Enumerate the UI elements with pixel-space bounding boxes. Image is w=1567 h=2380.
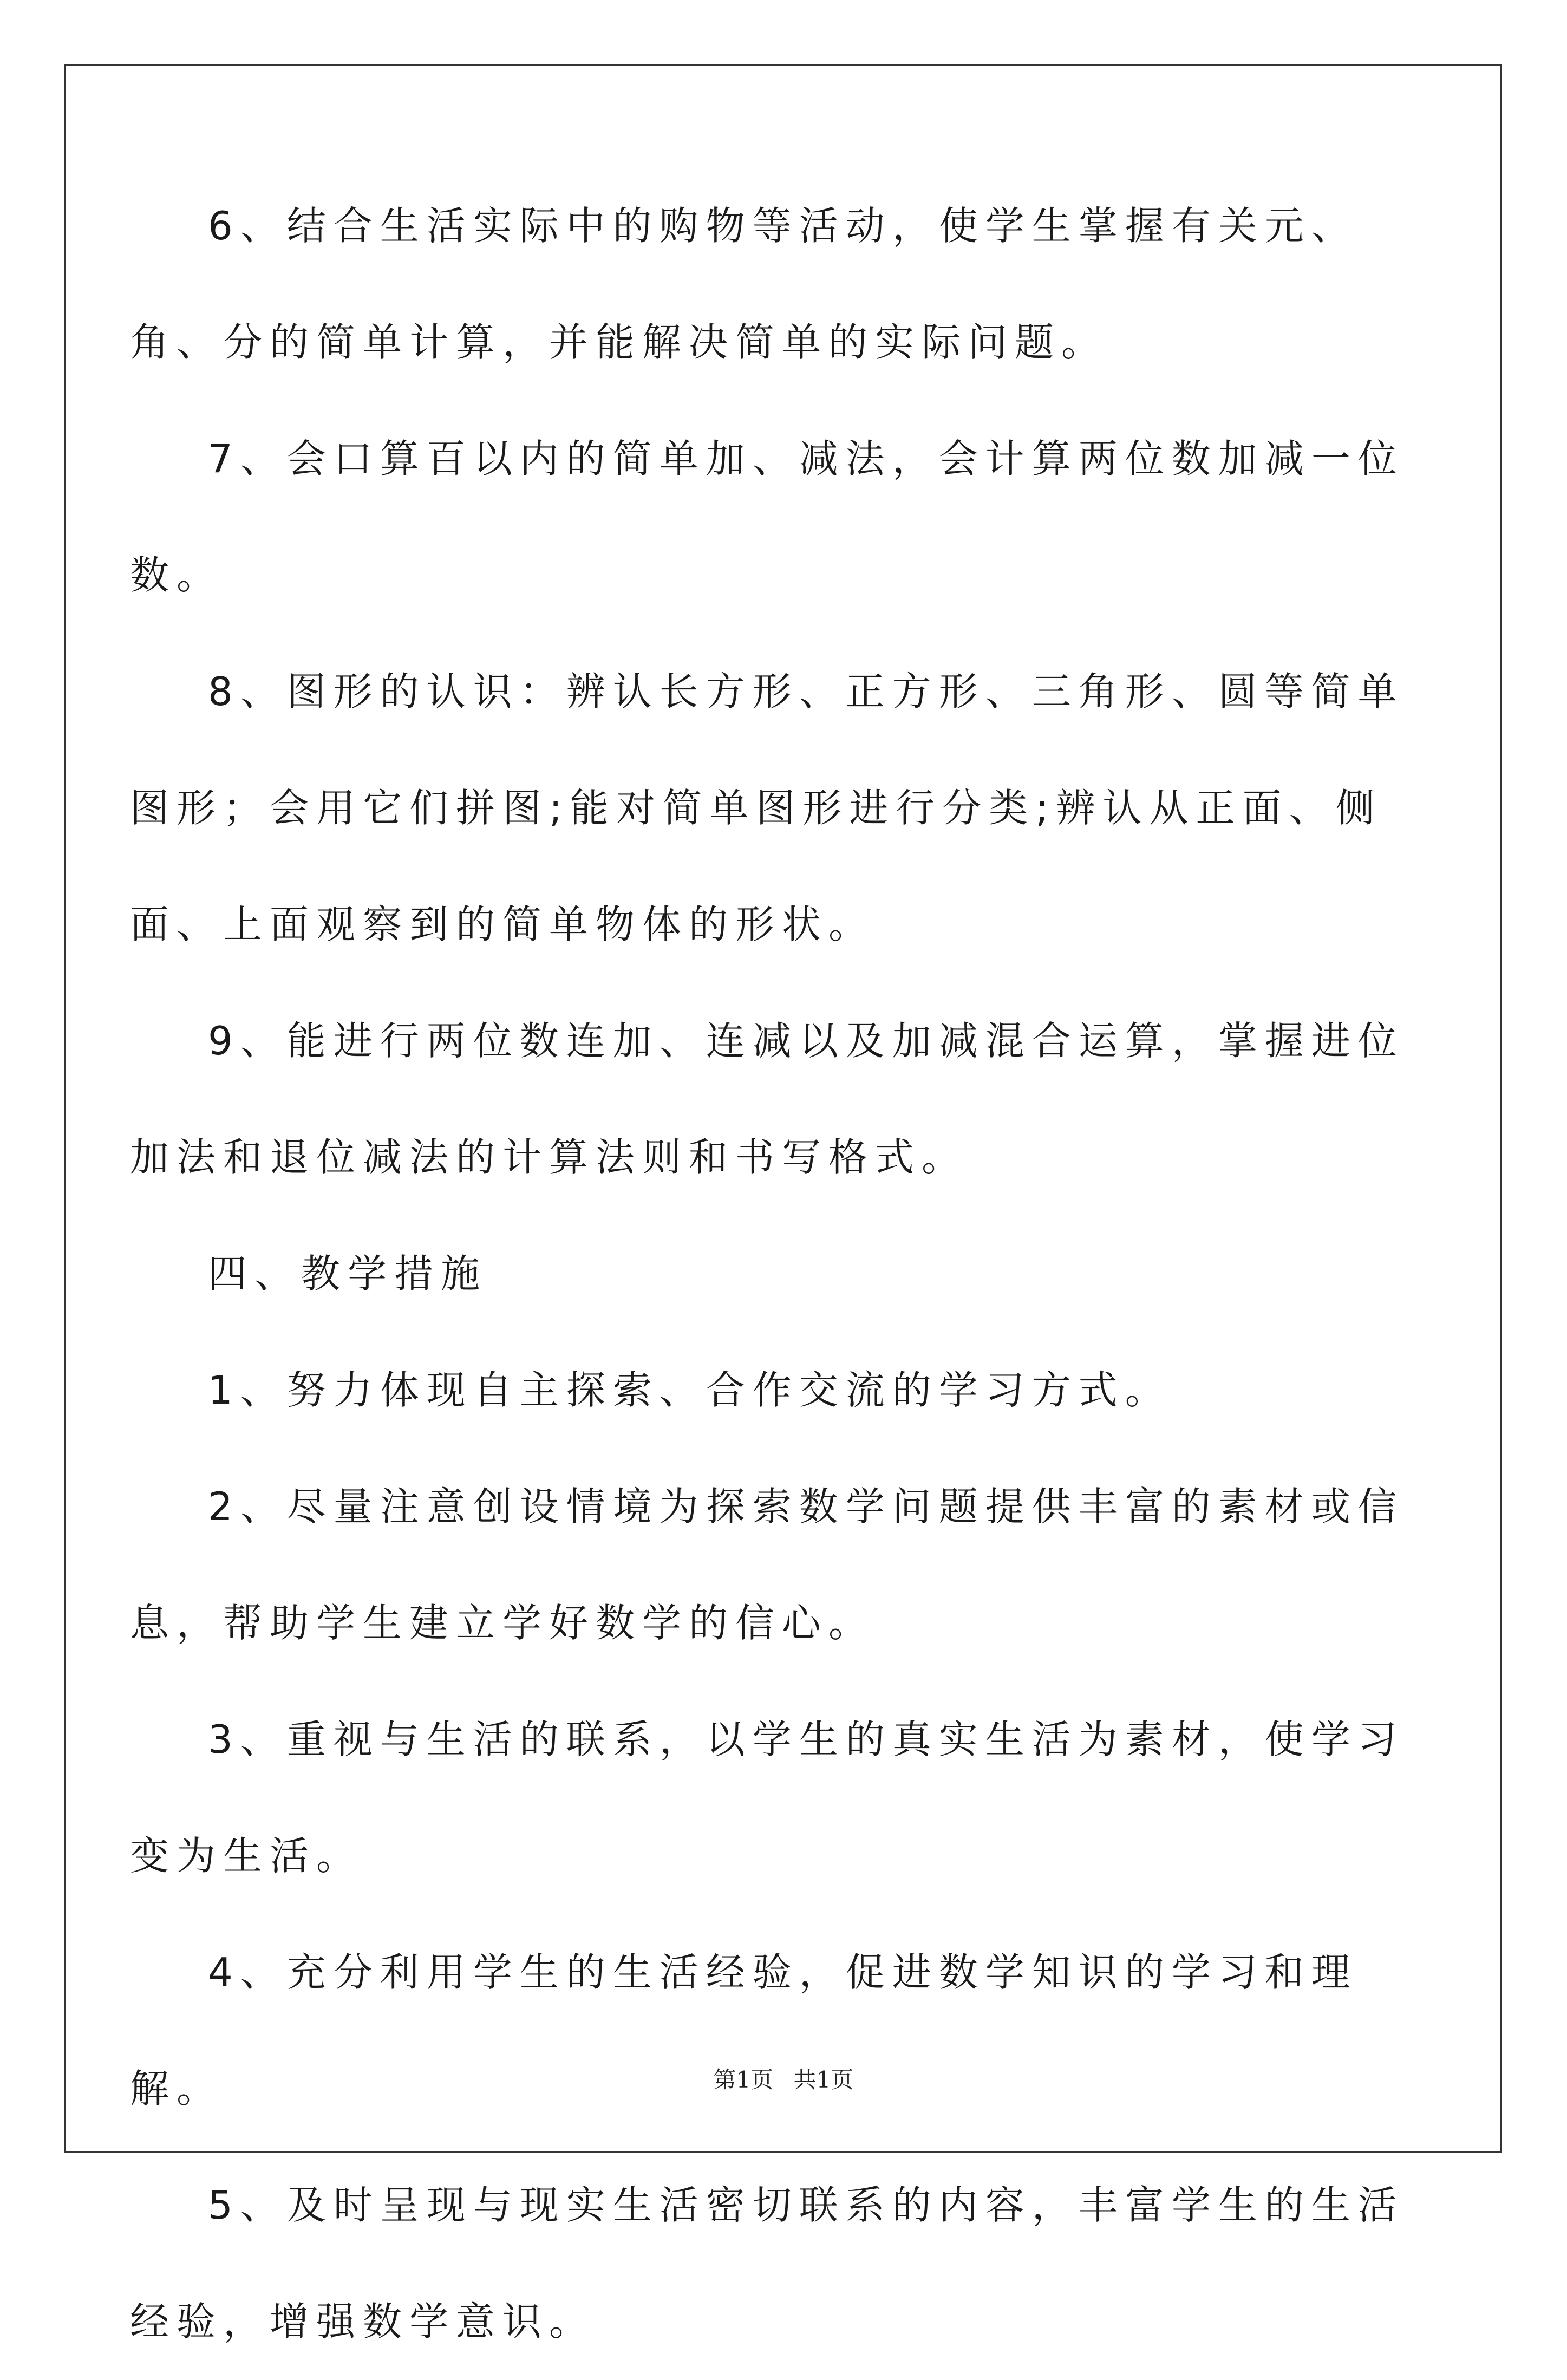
paragraph-item-8: 8、图形的认识：辨认长方形、正方形、三角形、圆等简单图形；会用它们拼图;能对简单图形进行分类;辨认从正面、侧面、上面观察到的简单物体的形状。 — [130, 669, 1405, 947]
measure-item-4: 4、充分利用学生的生活经验，促进数学知识的学习和理解。 — [130, 1949, 1358, 2111]
section-heading: 四、教学措施 — [208, 1251, 488, 1296]
measure-item-2: 2、尽量注意创设情境为探索数学问题提供丰富的素材或信息，帮助学生建立学好数学的信心。 — [130, 1484, 1405, 1646]
paragraph-item-6: 6、结合生活实际中的购物等活动，使学生掌握有关元、角、分的简单计算，并能解决简单的实际问题。 — [130, 203, 1358, 365]
page-footer — [0, 2062, 1567, 2095]
page-number: 第1页 — [713, 2066, 774, 2093]
paragraph-item-9: 9、能进行两位数连加、连减以及加减混合运算，掌握进位加法和退位减法的计算法则和书写格式。 — [130, 1018, 1405, 1180]
measure-item-5: 5、及时呈现与现实生活密切联系的内容，丰富学生的生活经验，增强数学意识。 — [130, 2182, 1405, 2344]
measure-item-3: 3、重视与生活的联系，以学生的真实生活为素材，使学习变为生活。 — [130, 1717, 1405, 1879]
page-total: 共1页 — [793, 2066, 854, 2093]
paragraph-item-7: 7、会口算百以内的简单加、减法，会计算两位数加减一位数。 — [130, 436, 1405, 598]
measure-item-1: 1、努力体现自主探索、合作交流的学习方式。 — [208, 1367, 1172, 1413]
document-body — [130, 168, 1440, 2380]
